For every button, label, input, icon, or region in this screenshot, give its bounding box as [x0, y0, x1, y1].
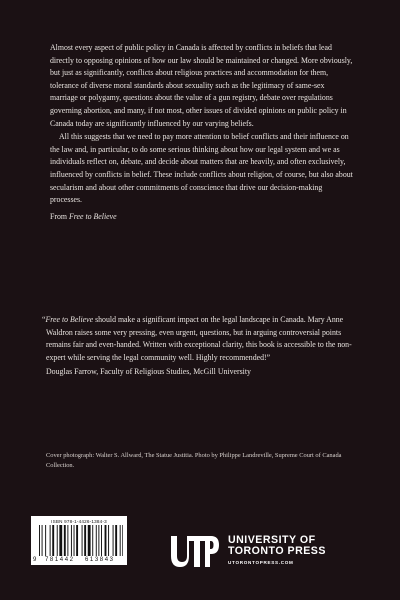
excerpt-source: [50, 211, 354, 224]
barcode-bar: [108, 525, 109, 556]
barcode-digit-first: 9: [33, 557, 37, 563]
publisher-line-2: TORONTO PRESS: [228, 545, 326, 557]
isbn-barcode: [31, 516, 127, 565]
publisher-url: UTORONTOPRESS.COM: [228, 560, 294, 565]
excerpt-paragraph-2: All this suggests that we need to pay more attention to belief conflicts and their influence on the law and, in particular, to do some serious thinking about how our legal system and we as individuals reflect on, debate, and decide about matters that are heavily, and often exclusively, influenced by conflicts in belief. These include conflicts about religion, of course, but also about secularism and about other commitments of conscience that drive our decision-making processes.: [50, 132, 353, 205]
barcode-bar: [84, 525, 86, 556]
barcode-digits-left: 781442: [45, 557, 75, 563]
barcode-bar: [74, 525, 75, 556]
barcode-bar: [115, 525, 117, 556]
excerpt-source-prefix: From: [50, 211, 67, 221]
blurb-book-title: Free to Believe: [45, 315, 94, 324]
excerpt-source-title: Free to Believe: [68, 211, 117, 221]
barcode-bar: [50, 525, 51, 556]
barcode-bars: [39, 525, 123, 556]
barcode-bar: [92, 525, 93, 556]
barcode-bar: [76, 525, 78, 556]
barcode-bar: [45, 525, 46, 556]
blurb-attribution: Douglas Farrow, Faculty of Religious Studies, McGill University: [46, 367, 251, 377]
blurb-quote: [42, 314, 352, 364]
barcode-bar: [64, 525, 66, 556]
barcode-bar: [67, 525, 68, 556]
barcode-bar: [96, 525, 97, 556]
barcode-bar: [120, 525, 121, 556]
barcode-bar: [42, 525, 43, 556]
barcode-bar: [39, 525, 40, 556]
blurb-open-quote: “: [42, 315, 46, 324]
excerpt-paragraph-1: Almost every aspect of public policy in Canada is affected by conflicts in beliefs that lead directly to opposing opinions of how our law should be maintained or changed. More obviously, but just as significantly, conflicts about religious practices and accommodation for them, tolerance of diverse moral standards about sexuality such as the legitimacy of same-sex marriage or polygamy, questions about the value of a gun registry, debate over regulations governing abortion, and many, if not most, other issues of divided opinions on public policy in Canada today are significantly influenced by our varying beliefs.: [50, 43, 353, 128]
barcode-bar: [98, 525, 99, 556]
barcode-bar: [71, 525, 72, 556]
barcode-digits-right: 613843: [85, 557, 115, 563]
barcode-bar: [105, 525, 107, 556]
barcode-bar: [88, 525, 91, 556]
publisher-line-1: UNIVERSITY OF: [228, 534, 316, 546]
barcode-bar: [113, 525, 114, 556]
barcode-bar: [52, 525, 54, 556]
barcode-bar: [57, 525, 58, 556]
barcode-bar: [59, 525, 62, 556]
blurb-text: should make a significant impact on the legal landscape in Canada. Mary Anne Waldron raises some very pressing, even urgent, questions, but in arguing controversial points remains fair and even-handed. Written with exceptional clarity, this book is accessible to the non-expert while serving the legal community well. Highly recommended!”: [46, 315, 352, 362]
endorsement-blurb: [42, 314, 352, 379]
publisher-name: [228, 535, 378, 565]
barcode-bar: [101, 525, 102, 556]
barcode-bar: [82, 525, 83, 556]
barcode-bar: [122, 525, 123, 556]
isbn-label: ISBN 978-1-4426-1384-3: [51, 519, 107, 524]
utp-logo: [169, 535, 219, 568]
excerpt: [50, 42, 354, 223]
cover-photo-credit: Cover photograph: Walter S. Allward, The Statue Justitia. Photo by Philippe Landreville, Supreme Court of Canada Collection.: [46, 452, 342, 469]
